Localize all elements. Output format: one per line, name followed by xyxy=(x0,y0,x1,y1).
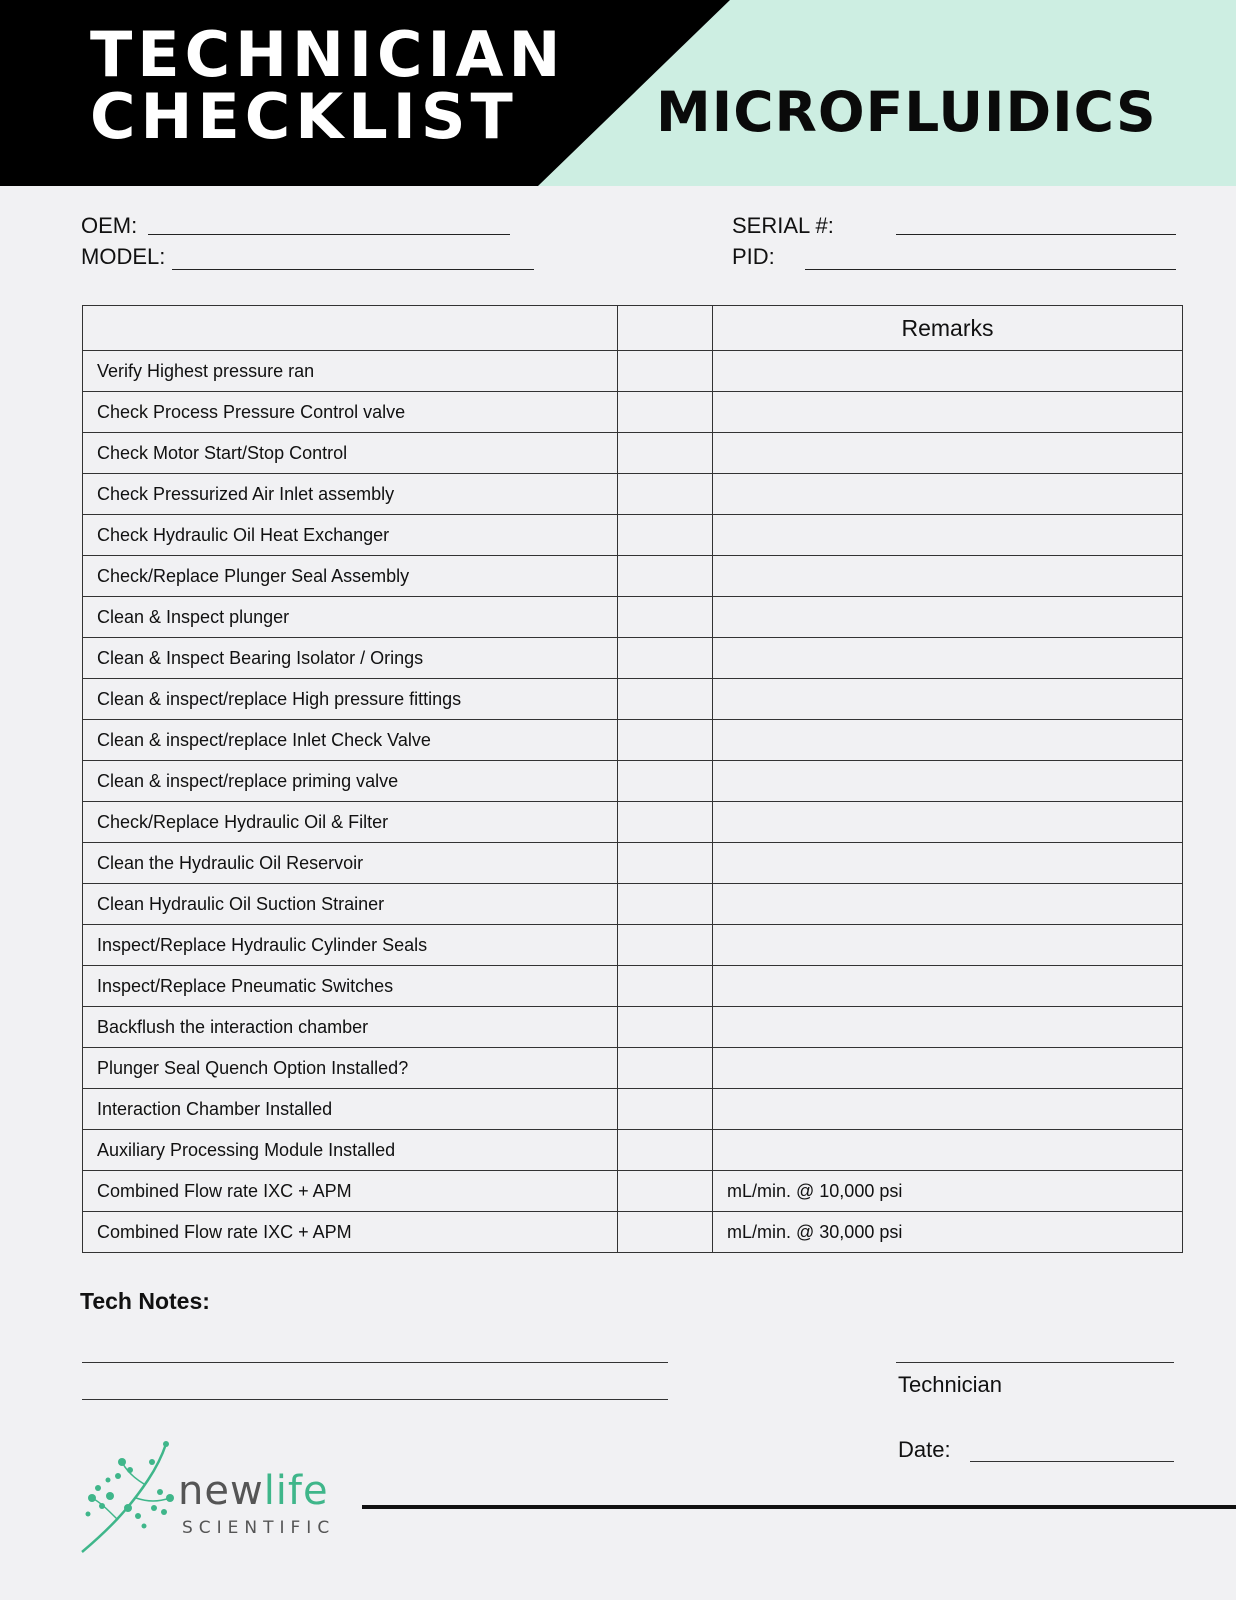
check-cell[interactable] xyxy=(618,638,713,679)
check-cell[interactable] xyxy=(618,679,713,720)
remarks-cell[interactable] xyxy=(713,1048,1183,1089)
pid-field[interactable] xyxy=(805,269,1176,270)
check-cell[interactable] xyxy=(618,966,713,1007)
remarks-cell[interactable] xyxy=(713,966,1183,1007)
task-cell: Check Process Pressure Control valve xyxy=(83,392,618,433)
task-cell: Clean & inspect/replace High pressure fittings xyxy=(83,679,618,720)
table-row xyxy=(83,966,1183,1007)
task-cell: Check/Replace Hydraulic Oil & Filter xyxy=(83,802,618,843)
check-cell[interactable] xyxy=(618,597,713,638)
date-label: Date: xyxy=(898,1437,951,1462)
date-field[interactable] xyxy=(970,1461,1174,1462)
remarks-cell[interactable] xyxy=(713,515,1183,556)
table-row xyxy=(83,474,1183,515)
table-row xyxy=(83,433,1183,474)
task-cell: Clean & inspect/replace priming valve xyxy=(83,761,618,802)
oem-field[interactable] xyxy=(148,234,510,235)
pid-label: PID: xyxy=(732,244,775,269)
serial-field[interactable] xyxy=(896,234,1176,235)
technician-signature-field[interactable] xyxy=(896,1362,1174,1363)
logo-subtitle: SCIENTIFIC xyxy=(182,1518,336,1538)
task-cell: Verify Highest pressure ran xyxy=(83,351,618,392)
check-cell[interactable] xyxy=(618,474,713,515)
table-row xyxy=(83,884,1183,925)
remarks-cell[interactable] xyxy=(713,1007,1183,1048)
oem-label: OEM: xyxy=(81,213,138,238)
remarks-cell[interactable] xyxy=(713,638,1183,679)
remarks-cell[interactable] xyxy=(713,1089,1183,1130)
remarks-cell[interactable] xyxy=(713,556,1183,597)
table-row xyxy=(83,1212,1183,1253)
technician-label: Technician xyxy=(898,1372,1002,1397)
remarks-cell[interactable]: mL/min. @ 10,000 psi xyxy=(713,1171,1183,1212)
title-line-1: TECHNICIAN xyxy=(90,18,566,91)
model-label: MODEL: xyxy=(81,244,166,269)
logo-word-new: new xyxy=(178,1468,264,1514)
table-row xyxy=(83,720,1183,761)
table-row xyxy=(83,679,1183,720)
table-row xyxy=(83,1130,1183,1171)
remarks-column-header: Remarks xyxy=(713,306,1183,351)
task-cell: Plunger Seal Quench Option Installed? xyxy=(83,1048,618,1089)
remarks-cell[interactable] xyxy=(713,1130,1183,1171)
check-cell[interactable] xyxy=(618,925,713,966)
checklist-table xyxy=(82,305,1183,1253)
table-row xyxy=(83,1089,1183,1130)
check-cell[interactable] xyxy=(618,1130,713,1171)
task-cell: Check Pressurized Air Inlet assembly xyxy=(83,474,618,515)
remarks-cell[interactable] xyxy=(713,597,1183,638)
task-cell: Clean the Hydraulic Oil Reservoir xyxy=(83,843,618,884)
remarks-cell[interactable] xyxy=(713,925,1183,966)
remarks-cell[interactable] xyxy=(713,761,1183,802)
table-row xyxy=(83,1007,1183,1048)
table-row xyxy=(83,1171,1183,1212)
table-row xyxy=(83,761,1183,802)
remarks-cell[interactable] xyxy=(713,720,1183,761)
task-cell: Combined Flow rate IXC + APM xyxy=(83,1212,618,1253)
check-cell[interactable] xyxy=(618,1212,713,1253)
task-cell: Auxiliary Processing Module Installed xyxy=(83,1130,618,1171)
task-cell: Clean & Inspect plunger xyxy=(83,597,618,638)
task-cell: Check Hydraulic Oil Heat Exchanger xyxy=(83,515,618,556)
check-cell[interactable] xyxy=(618,1048,713,1089)
table-row xyxy=(83,515,1183,556)
notes-line-2[interactable] xyxy=(82,1399,668,1400)
check-column-header xyxy=(618,306,713,351)
table-header-row xyxy=(83,306,1183,351)
task-cell: Combined Flow rate IXC + APM xyxy=(83,1171,618,1212)
table-row xyxy=(83,392,1183,433)
remarks-cell[interactable] xyxy=(713,433,1183,474)
logo-word-life: life xyxy=(263,1468,329,1514)
category-title: MICROFLUIDICS xyxy=(656,80,1157,144)
task-cell: Backflush the interaction chamber xyxy=(83,1007,618,1048)
remarks-cell[interactable]: mL/min. @ 30,000 psi xyxy=(713,1212,1183,1253)
check-cell[interactable] xyxy=(618,843,713,884)
remarks-cell[interactable] xyxy=(713,802,1183,843)
task-cell: Clean & inspect/replace Inlet Check Valve xyxy=(83,720,618,761)
task-cell: Clean Hydraulic Oil Suction Strainer xyxy=(83,884,618,925)
check-cell[interactable] xyxy=(618,515,713,556)
footer-divider xyxy=(362,1505,1236,1509)
check-cell[interactable] xyxy=(618,1171,713,1212)
table-row xyxy=(83,843,1183,884)
notes-line-1[interactable] xyxy=(82,1362,668,1363)
table-row xyxy=(83,1048,1183,1089)
task-cell: Interaction Chamber Installed xyxy=(83,1089,618,1130)
task-cell: Check Motor Start/Stop Control xyxy=(83,433,618,474)
check-cell[interactable] xyxy=(618,761,713,802)
check-cell[interactable] xyxy=(618,556,713,597)
table-row xyxy=(83,925,1183,966)
remarks-cell[interactable] xyxy=(713,843,1183,884)
check-cell[interactable] xyxy=(618,1089,713,1130)
remarks-cell[interactable] xyxy=(713,679,1183,720)
check-cell[interactable] xyxy=(618,884,713,925)
check-cell[interactable] xyxy=(618,1007,713,1048)
page-header xyxy=(0,0,1236,186)
task-column-header xyxy=(83,306,618,351)
task-cell: Clean & Inspect Bearing Isolator / Orings xyxy=(83,638,618,679)
table-row xyxy=(83,351,1183,392)
logo-wordmark xyxy=(178,1468,329,1514)
task-cell: Inspect/Replace Pneumatic Switches xyxy=(83,966,618,1007)
remarks-cell[interactable] xyxy=(713,392,1183,433)
company-logo xyxy=(78,1440,368,1560)
molecule-branch-icon xyxy=(78,1440,178,1560)
serial-label: SERIAL #: xyxy=(732,213,834,238)
check-cell[interactable] xyxy=(618,720,713,761)
tech-notes-title: Tech Notes: xyxy=(80,1288,210,1314)
check-cell[interactable] xyxy=(618,433,713,474)
model-field[interactable] xyxy=(172,269,534,270)
table-row xyxy=(83,802,1183,843)
check-cell[interactable] xyxy=(618,392,713,433)
table-row xyxy=(83,597,1183,638)
table-row xyxy=(83,638,1183,679)
table-row xyxy=(83,556,1183,597)
remarks-cell[interactable] xyxy=(713,351,1183,392)
page-title xyxy=(90,18,566,153)
remarks-cell[interactable] xyxy=(713,474,1183,515)
title-line-2: CHECKLIST xyxy=(90,80,518,153)
task-cell: Check/Replace Plunger Seal Assembly xyxy=(83,556,618,597)
check-cell[interactable] xyxy=(618,351,713,392)
task-cell: Inspect/Replace Hydraulic Cylinder Seals xyxy=(83,925,618,966)
remarks-cell[interactable] xyxy=(713,884,1183,925)
check-cell[interactable] xyxy=(618,802,713,843)
